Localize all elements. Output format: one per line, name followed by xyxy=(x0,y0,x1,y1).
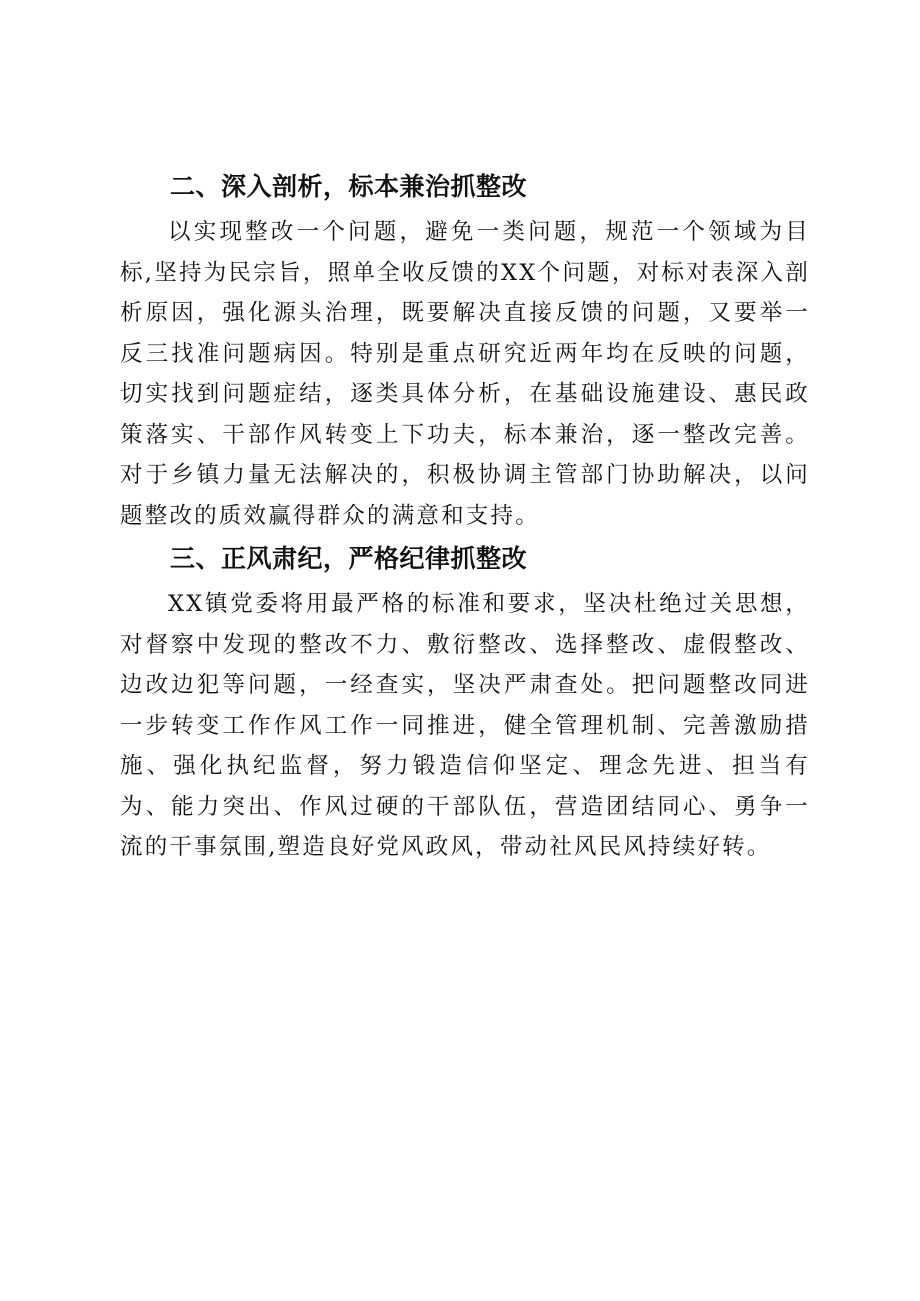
section-three-paragraph: XX镇党委将用最严格的标准和要求，坚决杜绝过关思想，对督察中发现的整改不力、敷衍整改、选择整改、虚假整改、边改边犯等问题，一经查实，坚决严肃查处。把问题整改同进一步转变工作作风工作一同推进，健全管理机制、完善激励措施、强化执纪监督，努力锻造信仰坚定、理念先进、担当有为、能力突出、作风过硬的干部队伍，营造团结同心、勇争一流的干事氛围,塑造良好党风政风，带动社风民风持续好转。 xyxy=(120,591,810,860)
section-two-heading: 二、深入剖析，标本兼治抓整改 xyxy=(170,172,528,201)
document-content xyxy=(120,166,810,868)
section-three-heading: 三、正风肃纪，严格纪律抓整改 xyxy=(170,544,528,573)
section-two-paragraph: 以实现整改一个问题，避免一类问题，规范一个领域为目标,坚持为民宗旨，照单全收反馈的XX个问题，对标对表深入剖析原因，强化源头治理，既要解决直接反馈的问题，又要举一反三找准问题病因。特别是重点研究近两年均在反映的问题，切实找到问题症结，逐类具体分析，在基础设施建设、惠民政策落实、干部作风转变上下功夫，标本兼治，逐一整改完善。对于乡镇力量无法解决的，积极协调主管部门协助解决，以问题整改的质效赢得群众的满意和支持。 xyxy=(120,219,810,529)
